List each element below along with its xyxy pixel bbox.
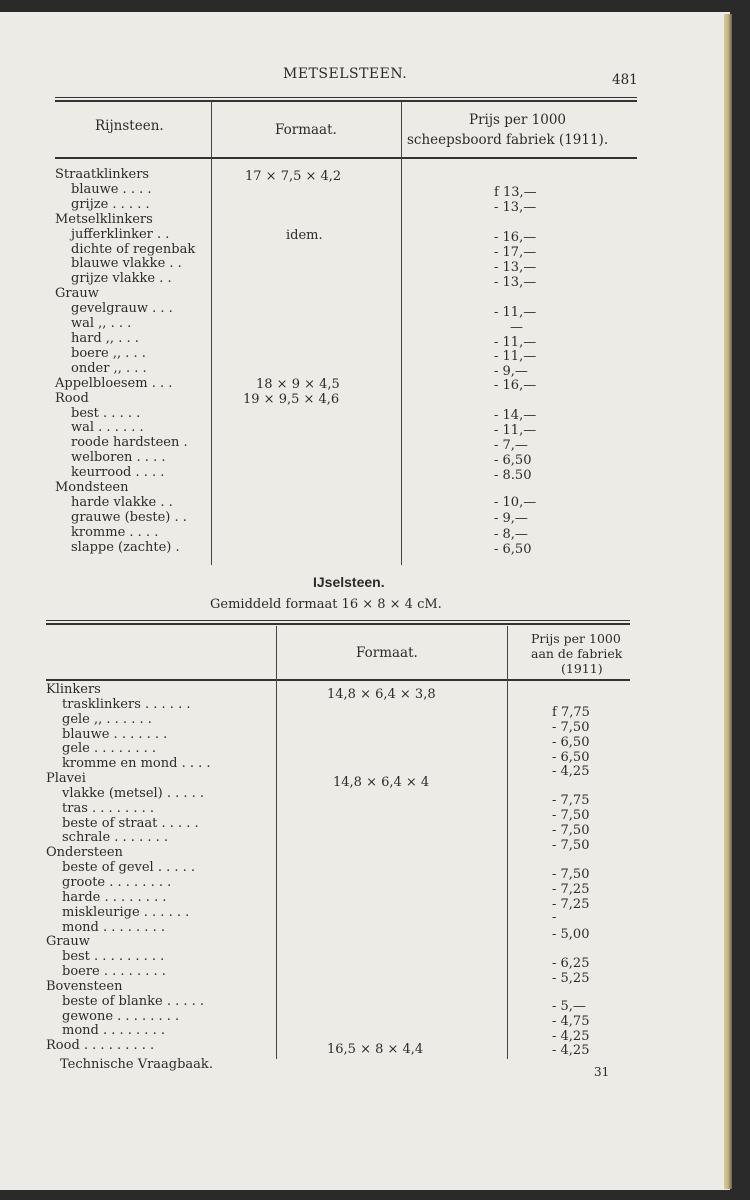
price-cell: - 6,25: [552, 956, 590, 971]
table-row: blauwe . . . .: [71, 181, 152, 197]
table-row: mond . . . . . . . .: [62, 1023, 165, 1039]
table-row: beste of blanke . . . . .: [62, 993, 205, 1009]
table1-header-col2: Formaat.: [275, 122, 337, 138]
table-row: tras . . . . . . . .: [62, 800, 154, 816]
price-cell: - 7,—: [494, 438, 528, 453]
section-title: IJselsteen.: [313, 574, 385, 590]
price-cell: - 6,50: [552, 750, 590, 765]
price-cell: - 6,50: [552, 735, 590, 750]
price-cell: - 7,50: [552, 823, 590, 838]
table-row: grijze . . . . .: [71, 196, 150, 212]
table-row: onder ,, . . .: [71, 360, 147, 376]
table1-top-rule: [55, 97, 637, 98]
table-row: jufferklinker . .: [71, 226, 170, 242]
table-row: harde . . . . . . . .: [62, 889, 167, 905]
price-cell: - 7,50: [552, 808, 590, 823]
table-row: Grauw: [46, 934, 90, 950]
price-cell: - 9,—: [494, 511, 528, 526]
table2-divider-1: [276, 626, 277, 1059]
price-cell: - 6,50: [494, 453, 532, 468]
price-cell: - 7,25: [552, 897, 590, 912]
price-cell: - 16,—: [494, 230, 537, 245]
table-row: wal ,, . . .: [71, 316, 132, 332]
table2-format: 14,8 × 6,4 × 3,8: [327, 687, 436, 702]
price-cell: - 8.50: [494, 468, 532, 483]
page-edge: [724, 14, 732, 1189]
table1-names: [55, 168, 195, 556]
table-row: gewone . . . . . . . .: [62, 1008, 180, 1024]
price-cell: - 16,—: [494, 378, 537, 393]
price-cell: - 4,25: [552, 1029, 590, 1044]
section-subtitle: Gemiddeld formaat 16 × 8 × 4 cM.: [210, 597, 442, 612]
table1-divider-2: [401, 102, 402, 565]
price-cell: - 4,75: [552, 1014, 590, 1029]
table2-top-rule: [46, 620, 630, 621]
table-row: blauwe vlakke . .: [71, 256, 182, 272]
price-cell: - 7,50: [552, 838, 590, 853]
table-row: gevelgrauw . . .: [71, 301, 173, 317]
table-row: boere . . . . . . . .: [62, 964, 166, 980]
table-row: Appelbloesem . . .: [55, 375, 173, 391]
table1-header-rule: [55, 157, 637, 159]
table-row: Straatklinkers: [55, 167, 150, 182]
price-cell: - 17,—: [494, 245, 537, 260]
table-row: groote . . . . . . . .: [62, 874, 172, 890]
table-row: welboren . . . .: [71, 450, 166, 466]
price-cell: f 7,75: [552, 705, 590, 720]
table1-divider-1: [211, 102, 212, 565]
table2-format: 14,8 × 6,4 × 4: [333, 775, 430, 790]
price-cell: - 7,50: [552, 720, 590, 735]
table-row: kromme en mond . . . .: [62, 756, 211, 772]
table-row: slappe (zachte) .: [71, 539, 180, 555]
table-row: Metselklinkers: [55, 211, 153, 227]
table1-format: 18 × 9 × 4,5: [256, 377, 340, 392]
price-cell: - 11,—: [494, 423, 537, 438]
price-cell: - 13,—: [494, 260, 537, 275]
table-row: harde vlakke . .: [71, 494, 173, 510]
footer-signature: 31: [594, 1065, 610, 1079]
price-cell: f 13,—: [494, 185, 537, 200]
table-row: gele ,, . . . . . .: [62, 711, 152, 727]
price-cell: - 13,—: [494, 200, 537, 215]
table2-header-col3-line3: (1911): [561, 661, 603, 676]
table-row: Mondsteen: [55, 480, 129, 496]
price-cell: - 11,—: [494, 349, 537, 364]
table-row: keurrood . . . .: [71, 465, 165, 481]
table-row: schrale . . . . . . .: [62, 830, 168, 846]
table-row: best . . . . . . . . .: [62, 949, 165, 965]
table2-header-col3-line2: aan de fabriek: [531, 646, 623, 661]
table-row: beste of gevel . . . . .: [62, 860, 196, 876]
table1-header-col3-line2: scheepsboord fabriek (1911).: [407, 132, 609, 148]
table-row: vlakke (metsel) . . . . .: [62, 785, 205, 801]
price-cell: - 7,50: [552, 867, 590, 882]
table-row: grijze vlakke . .: [71, 271, 172, 287]
table1-header-col1: Rijnsteen.: [95, 118, 164, 134]
table-row: boere ,, . . .: [71, 345, 146, 361]
table-row: Bovensteen: [46, 978, 123, 994]
table1-format: 19 × 9,5 × 4,6: [243, 392, 340, 407]
table-row: Rood: [55, 390, 89, 406]
table-row: Plavei: [46, 771, 86, 787]
table2-top-rule-2: [46, 623, 630, 625]
price-cell: - 14,—: [494, 408, 537, 423]
table-row: roode hardsteen .: [71, 435, 188, 451]
table-row: Grauw: [55, 286, 99, 302]
table1-top-rule-2: [55, 100, 637, 102]
table2-header-col2: Formaat.: [356, 645, 418, 661]
table-row: hard ,, . . .: [71, 330, 139, 346]
price-cell: - 7,25: [552, 882, 590, 897]
price-cell: - 6,50: [494, 542, 532, 557]
running-title: METSELSTEEN.: [283, 66, 408, 82]
table2-header-col3-line1: Prijs per 1000: [531, 631, 621, 646]
price-cell: - 5,00: [552, 927, 590, 942]
price-cell: - 4,25: [552, 764, 590, 779]
price-cell: - 4,25: [552, 1043, 590, 1058]
table1-format: idem.: [286, 228, 323, 243]
table-row: miskleurige . . . . . .: [62, 904, 190, 920]
table-row: gele . . . . . . . .: [62, 741, 156, 757]
table-row: kromme . . . .: [71, 524, 159, 540]
price-cell: - 5,25: [552, 971, 590, 986]
table-row: trasklinkers . . . . . .: [62, 696, 191, 712]
price-cell: -: [552, 910, 557, 925]
footer-left: Technische Vraagbaak.: [60, 1057, 213, 1072]
table1-header-col3-line1: Prijs per 1000: [469, 112, 566, 128]
table2-divider-2: [507, 626, 508, 1059]
table-row: Klinkers: [46, 682, 101, 697]
table-row: mond . . . . . . . .: [62, 919, 165, 935]
price-cell: - 11,—: [494, 335, 537, 350]
table1-format: 17 × 7,5 × 4,2: [245, 169, 342, 184]
price-cell: —: [510, 320, 523, 335]
price-cell: - 9,—: [494, 364, 528, 379]
table2-format: 16,5 × 8 × 4,4: [327, 1042, 424, 1057]
table2-names: [46, 683, 211, 1054]
table-row: wal . . . . . .: [71, 420, 144, 436]
page-number: 481: [612, 72, 638, 88]
price-cell: - 7,75: [552, 793, 590, 808]
table-row: blauwe . . . . . . .: [62, 726, 168, 742]
price-cell: - 8,—: [494, 527, 528, 542]
price-cell: - 10,—: [494, 495, 537, 510]
table-row: Ondersteen: [46, 845, 123, 861]
table-row: Rood . . . . . . . . .: [46, 1038, 155, 1054]
price-cell: - 5,—: [552, 999, 586, 1014]
price-cell: - 13,—: [494, 275, 537, 290]
table-row: beste of straat . . . . .: [62, 815, 199, 831]
price-cell: - 11,—: [494, 305, 537, 320]
table-row: grauwe (beste) . .: [71, 509, 187, 525]
table2-header-rule: [46, 679, 630, 681]
table-row: best . . . . .: [71, 405, 141, 421]
table-row: dichte of regenbak: [71, 241, 196, 257]
